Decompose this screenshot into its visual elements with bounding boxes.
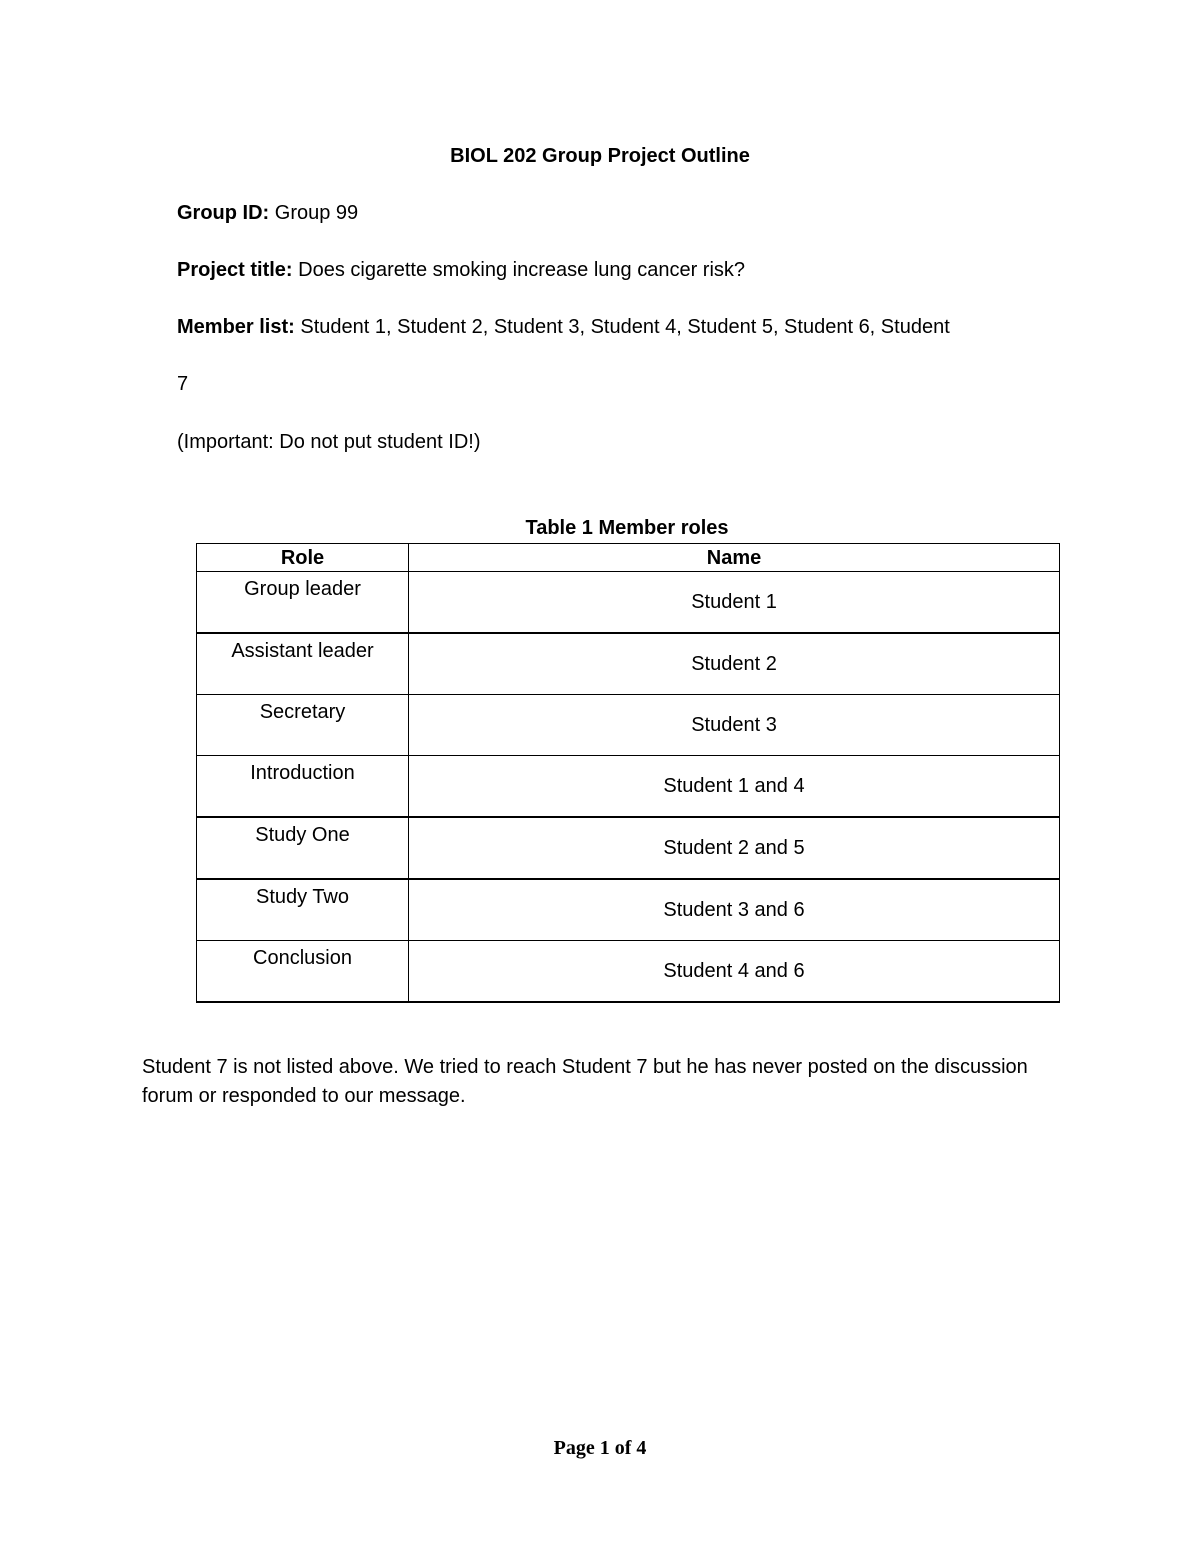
name-cell: Student 1 and 4 [409, 756, 1060, 818]
table-row [197, 817, 1060, 879]
table-header-row [197, 544, 1060, 572]
member-list-label: Member list: [177, 316, 295, 338]
table-row [197, 572, 1060, 634]
role-cell: Secretary [197, 695, 409, 756]
table-caption: Table 1 Member roles [525, 517, 729, 539]
project-title-value: Does cigarette smoking increase lung cancer risk? [292, 259, 746, 281]
role-cell: Group leader [197, 572, 409, 634]
name-cell: Student 3 [409, 695, 1060, 756]
role-cell: Conclusion [197, 941, 409, 1003]
project-title-line [177, 256, 745, 284]
header-name: Name [409, 544, 1060, 572]
role-cell: Study Two [197, 879, 409, 941]
role-cell: Assistant leader [197, 633, 409, 695]
group-id-label: Group ID: [177, 202, 270, 224]
member-roles-table [196, 543, 1060, 1003]
document-title: BIOL 202 Group Project Outline [450, 145, 750, 167]
page-number-footer: Page 1 of 4 [553, 1437, 647, 1459]
project-title-label: Project title: [177, 259, 293, 281]
table-row [197, 633, 1060, 695]
table-row [197, 879, 1060, 941]
role-cell: Introduction [197, 756, 409, 818]
group-id-line [177, 199, 358, 227]
name-cell: Student 2 [409, 633, 1060, 695]
name-cell: Student 4 and 6 [409, 941, 1060, 1003]
role-cell: Study One [197, 817, 409, 879]
table-row [197, 695, 1060, 756]
header-role: Role [197, 544, 409, 572]
name-cell: Student 3 and 6 [409, 879, 1060, 941]
group-id-value: Group 99 [269, 202, 359, 224]
name-cell: Student 1 [409, 572, 1060, 634]
member-list-continuation: 7 [177, 373, 189, 395]
member-list-line [177, 313, 950, 341]
important-note: (Important: Do not put student ID!) [177, 431, 481, 453]
closing-note: Student 7 is not listed above. We tried to reach Student 7 but he has never posted on the discussion forum or responded to our message. [142, 1056, 1028, 1107]
member-list-value: Student 1, Student 2, Student 3, Student 4, Student 5, Student 6, Student [294, 316, 950, 338]
name-cell: Student 2 and 5 [409, 817, 1060, 879]
table-row [197, 941, 1060, 1003]
table-row [197, 756, 1060, 818]
